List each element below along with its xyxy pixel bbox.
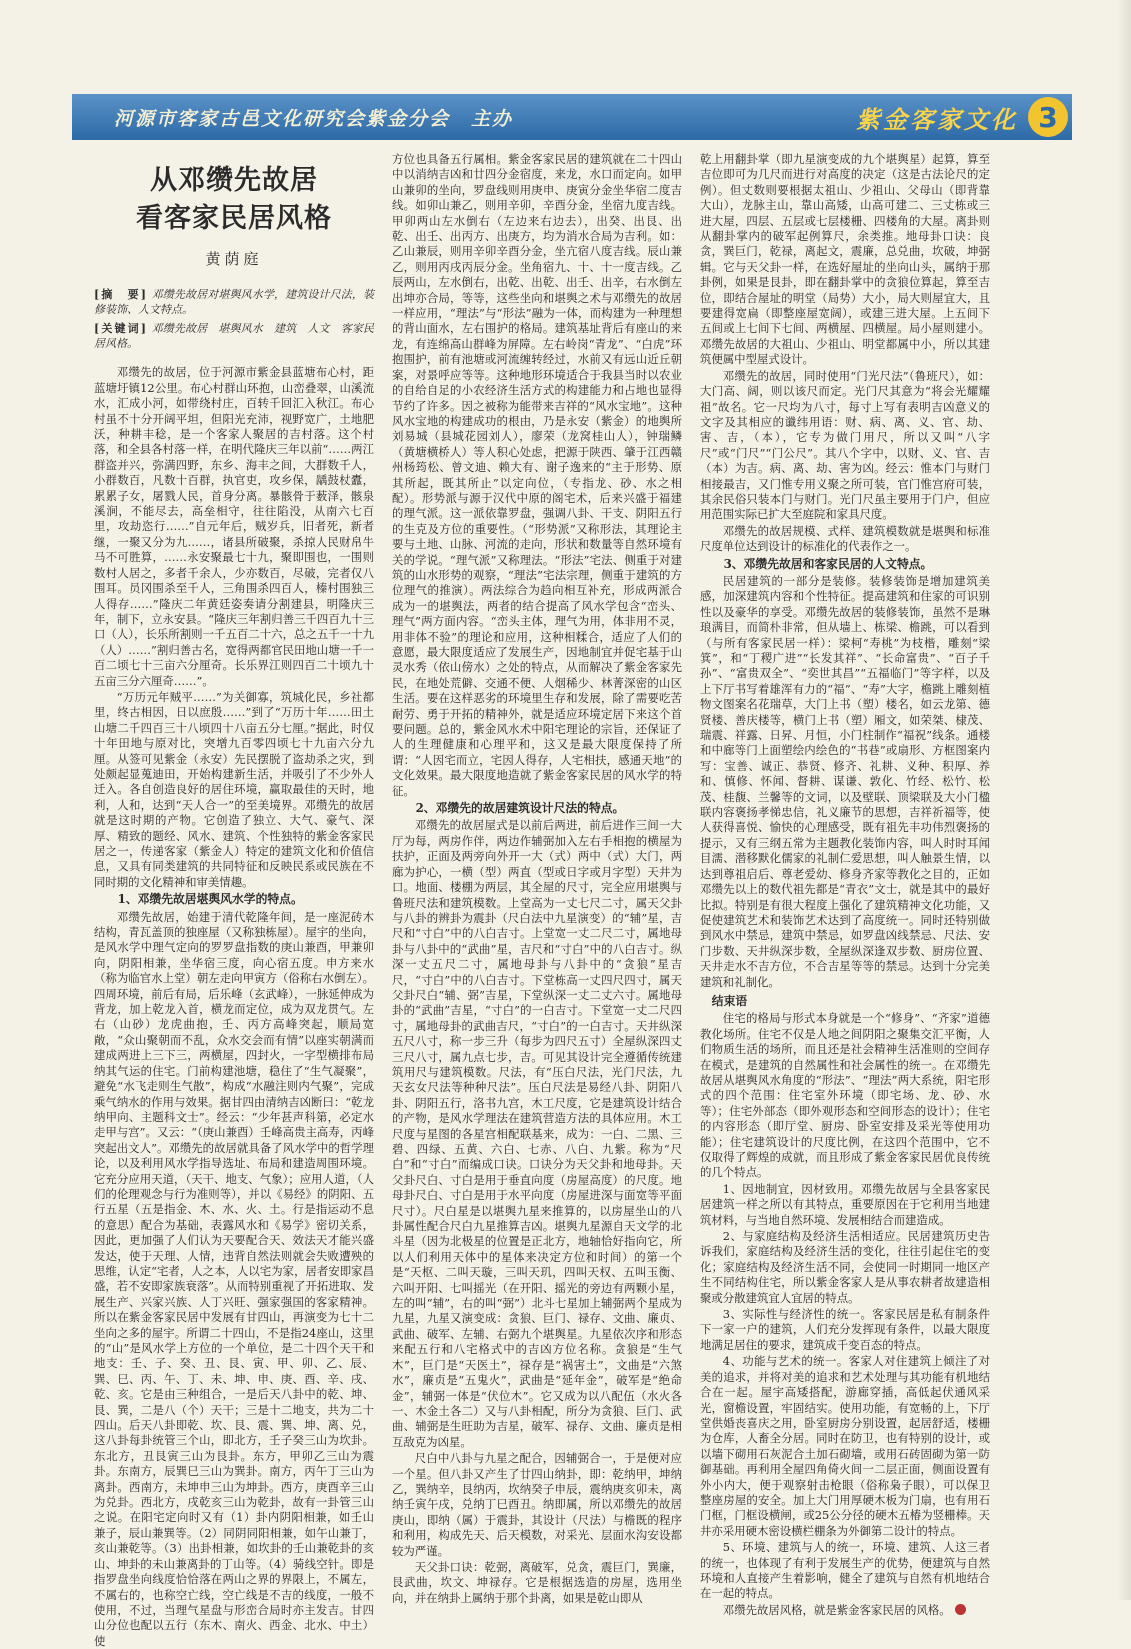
paragraph: “万历元年贼平……”为关御寡，筑城化民，乡社都里，终古相因，日以庶殷……”到了“万历十年……田土山塘二千四百三十八顷四十八亩五分七厘。”据此，时仅十年田地与原对比，突增九百零四顷七十九亩六分九厘。从签可见紫金（永安）先民摆脱了盗劫杀之灾，到处颇起显蒐迪田，开始构建新生活，并吸引了不少外人迁入。各自创造良好的居住环境，赢取最佳的天时，地利，人和，达到“天人合一”的至美境界。邓缵先的故居就是这时期的产物。它创造了独立、大气、豪气、深厚、精致的题经、风水、建筑、个性独特的紫金客家民居之一，传递客家（紫金人）特定的建筑文化和价值信息，又具有同类建筑的共同特征和反映民系或民族在不同时期的文化精神和审美情趣。	[94, 689, 374, 889]
keywords-text: 邓缵先故居 堪舆风水 建筑 人文 客家民居风格。	[94, 322, 374, 351]
masthead-banner	[72, 94, 1072, 140]
keywords	[94, 321, 374, 351]
conclusion-heading: 结束语	[711, 993, 748, 1008]
abstract-label: [摘 要]	[94, 288, 148, 302]
paragraph: 民居建筑的一部分是装修。装修装饰是增加建筑美感，加深建筑内容和个性特征。提高建筑和住家的可识别性以及豪华的享受。邓缵先故居的装修装饰，虽然不是琳琅满目，而简朴非常，但从墙上、栋梁、檐跳，可以看到（与所有客家民居一样）：梁柯“寿桃”为枝楷，雕刻“梁箕”，和“丁稷广进”“长发其祥”、“长命富贵”、“百子千孙”、“富贵双全”、“奕世其昌”“五福临门”等字样，以及上下厅书写着雄浑有力的“福”、“寿”大字，檐跳上雕刻植物文图案名花瑞草，大门上书（塑）楼名，如云龙第、德贤楼、善庆楼等，横门上书（塑）厢文，如荣桀、棣茂、瑞震、祥露、日昇、月恒，小门柱制作“福祝”线条。通楼和中廊等门上面塑绘内绘色的“书巷”或扇形、方框图案内写：宝善、诚正、恭贤、修齐、礼耕、义种、积厚、养和、慎修、怀闻、督耕、谋谦、敦化、竹经、松竹、松茂、桂馥、兰馨等的文词，以及壁联、顶梁联及大小门楹联内容褒扬孝悌忠信，礼义廉节的思想，吉祥祈福等，使人获得喜悦、愉快的心理感受，既有祖先丰功伟烈褒扬的提示，又有三纲五常为主题教化装饰内容，叫人时时耳闻目濡、潜移默化儒家的礼制仁爱思想，叫人触景生情，以达到尊祖启后、尊老爱幼、修身齐家等教化之目的，正如邓缵先以上的数代祖先都是“青衣”文士，就是其中的最好比拟。特别是有很大程度上强化了建筑精神文化功能，又促使建筑艺术和装饰艺术达到了高度统一。同时还特别做到风水中禁忌，建筑中禁忌，如罗盘凶线禁忌、尺法、安门步数、天井纵深步数，全屋纵深逢双步数、厨房位置、天井走水不吉方位，不合吉星等等的禁忌。达到十分完美建筑和礼制化。	[700, 573, 990, 989]
column-2	[392, 152, 682, 1605]
end-mark-icon	[955, 1604, 966, 1615]
title-line-2: 看客家民居风格	[136, 203, 332, 234]
title-line-1: 从邓缵先故居	[150, 165, 318, 196]
keywords-label: [关键词]	[94, 322, 148, 336]
abstract	[94, 287, 374, 317]
paragraph: 3、实际性与经济性的统一。客家民居是私有制条件下一家一户的建筑，人们充分发挥现有条件，以最大限度地满足居住的要求，建筑成千变百态的特点。	[700, 1307, 990, 1352]
closing-paragraph	[700, 1603, 990, 1618]
closing-text: 邓缵先故居风格，就是紫金客家民居的风格。	[722, 1602, 951, 1617]
section-heading-3: 3、邓缵先故居和客家民居的人文特点。	[723, 556, 933, 571]
paragraph: 邓缵先的故居规模、式样、建筑模数就是堪舆和标准尺度单位达到设计的标准化的代表作之一。	[700, 523, 990, 554]
paragraph: 4、功能与艺术的统一。客家人对住建筑上倾注了对美的追求，并将对美的追求和艺术处理与其功能有机地结合在一起。屋宇高矮搭配，游廊穿插，高低起伏通风采光，窗檐设置，牢固结实。使用功能，有宽畅的上，下厅堂供婚丧喜庆之用，卧室厨房分别设置，起居舒适，楼栅为仓库，人畜全分居。同时在防卫，也有特别的设计，或以墙下砌用石灰泥合土加石砌墙，或用石砖固砌为第一防御基础。再利用全屋四角倚火间一二层正面，侧面设置有外小内大，便于观察射击枪眼（俗称枭子眼），可以保卫整座房屋的安全。加上大门用厚硬木板为门扇，也有用石门框，门框设横闸，或25公分径的硬木五椿为竖栅棒。天井亦采用硬木密设横栏棚条为外御第二设计的特点。	[700, 1354, 990, 1538]
page-number-badge: 3	[1028, 97, 1068, 137]
organizer-line: 河源市客家古邑文化研究会紫金分会 主办	[114, 107, 514, 130]
paragraph: 5、环境、建筑与人的统一，环境、建筑、人这三者的统一，也体现了有利于发展生产的优势，便建筑与自然环境和人直接产生着影响，健全了建筑与自然有机地结合在一起的特点。	[700, 1540, 990, 1601]
paragraph: 尺白中八卦与九星之配合，因辅弼合一，于是便对应一个星。但八卦又产生了廿四山纳卦，即：乾纳甲，坤纳乙，巽纳辛，艮纳丙，坎纳癸子申辰，震纳庚亥卯未，离纳壬寅午戌，兑纳丁巳酉丑。纳即属，所以邓缵先的故居庚山，即纳（属）于震卦，其设计（尺法）与檐既的程序和利用，构成先天、后天模数，对采光、层面水沟安设都较为严谨。	[392, 1451, 682, 1558]
paragraph: 邓缵先的故居，同时使用“门光尺法”（鲁班尺），如：大门高、阔，则以该尺而定。光门尺其意为“将会光耀耀祖”故名。它一尺均为八寸，每寸上写有表明吉凶意义的文字及其相应的谶纬用语：财、病、离、义、官、劫、害、吉，（本），它专为做门用尺，所以又叫“八字尺”或“门尺”“门公尺”。其八个字中，以财、义、官、吉（本）为吉。病、离、劫、害为凶。经云：惟本门与财门相接最吉，又门惟专用义聚之所可装，官门惟宫府可装，其余民俗只装本门与财门。光门尺虽主要用于门户，但应用范围实际已扩大至庭院和家具尺度。	[700, 368, 990, 522]
column-1	[94, 152, 374, 1648]
column-3	[700, 152, 990, 1617]
section-heading-1: 1、邓缵先故居堪舆风水学的特点。	[117, 892, 303, 907]
paragraph: 天父卦口诀：乾弼，离破军，兑贪，震巨门，巽廉，艮武曲，坎文、坤禄存。它是根据选造的房屋，选用坐向，并在纳卦上属纳于那个卦离，如果是乾山即从	[392, 1559, 682, 1605]
paragraph: 住宅的格局与形式本身就是一个“修身”、“齐家”道德教化场所。住宅不仅是人地之间阴阳之聚集交汇平衡，人们物质生活的场所，而且还是社会精神生活准则的空间存在模式，是建筑的自然属性和社会属性的统一。在邓缵先故居从堪舆风水角度的“形法”、“理法”两大系统，阳宅形式的四个范围：住宅室外环境（即宅场、龙、砂、水等）；住宅外部态（即外观形态和空间形态的设计）；住宅的内容形态（即厅堂、厨房、卧室安排及采光等使用功能）；住宅建筑设计的尺度比例，在这四个范围中，它不仅取得了辉煌的成就，而且形成了紫金客家民居优良传统的几个特点。	[700, 1011, 990, 1180]
paragraph: 1、因地制宜，因材致用。邓缵先故居与全县客家民居建筑一样之所以有其特点，重要原因在于它利用当地建筑材料，与当地自然环境、发展相结合而建造成。	[700, 1181, 990, 1227]
article-title	[94, 162, 374, 238]
paragraph: 方位也具备五行属相。紫金客家民居的建筑就在二十四山中以消纳吉凶和廿四分金宿度，来龙，水口而定向。如甲山兼卯的坐向，罗盘线则用庚申、庚寅分金坐华宿二度吉线。如卯山兼乙，则用辛卯，辛酉分金，坐宿九度吉线。甲卯两山左水倒右（左边来右边去），出癸、出艮、出乾、出壬、出丙方、出庚方，均为消水合局为吉利。如：乙山兼辰，则用辛卯辛酉分金，坐亢宿八度吉线。辰山兼乙，则用丙戌丙辰分金。坐角宿九、十、十一度吉线。乙辰两山，左水倒右，出乾、出乾、出壬、出辛，右水倒左出坤亦合局，等等，这些坐向和堪舆之术与邓缵先的故居一样应用，“理法”与“形法”融为一体，而构建为一种理想的背山面水，左右围护的格局。建筑基址背后有座山的来龙，有连绵高山群峰为屏障。左右岭岗“青龙”、“白虎”环抱围护，前有池塘或河流缠转经过，水前又有远山近丘朝案，对景呼应等等。这种地形环境适合于我县当时以农业的自给自足的小农经济生活方式的构建能力和占地也显得节约了许多。因之被称为能带来吉祥的“风水宝地”。这种风水宝地的构建成功的根由，乃是永安（紫金）的地舆所刘易城（县城花园刘人），廖荣（龙窝桂山人），钟瑞鳞（黄塘横桥人）等人积心处虑，把源于陕西、肇于江西赣州杨筠松、曾文迪、赖大有、谢子逸来的“主于形势、原其所起，既其所止”以定向位，（专指龙、砂、水之相配）。形势派与源于汉代中原的阁宅术，后来兴盛于福建的理气派。这一派依靠罗盘，强调八卦、干支、阴阳五行的生克及方位的重要性。（“形势派”又称形法，其理论主要与土地、山脉、河流的走向，形状和数量等自然环境有关的学说。“理气派”又称理法。“形法”宅法、侧重于对建筑的山水形势的观察，“理法”宅法宗理，侧重于建筑的方位理气的推演）。两法综合为趋向相互补充，形成两派合成为一的堪舆法，两者的结合提高了风水学包含“峦头、理气”两方面内容。“峦头主体，理气为用，体非用不灵，用非体不验”的理论和应用，这种相糅合，适应了人们的意愿，最大限度适应了发展生产，因地制宜并促宅基于山灵水秀（依山傍水）之处的特点，从而解决了紫金客家先民，在地处荒僻、交通不便、人烟稀少、林菁深密的山区生活。要在这样恶劣的环境里生存和发展，除了需要吃苦耐劳、勇于开拓的精神外，就是适应环境定居下来这个首要问题。总的，紫金风水术中阳宅理论的宗旨，还保证了人的生理健康和心理平和，这又是最大限度保持了所谓：“人因宅而立，宅因人得存，人宅相扶，感通天地”的文化效果。最大限度地造就了紫金客家民居的风水学的特征。	[392, 152, 682, 798]
paragraph: 邓缵先的故居屋式是以前后两进，前后进作三间一大厅为每，两房作伴，两边作辅弼加入左右手相抱的横屋为扶护，正面及两旁向外开一大（式）两中（式）大门，两廊为护心，一横（型）两直（型或日字或月字型）天井为口。地面、楼棚为两层，其全屋的尺寸，完全应用堪舆与鲁班尺法和建筑模数。上堂高为一丈七尺二寸，属天父卦与八卦的辨卦为震卦（尺白法中九星演变）的“辅”星，吉尺和“寸白”中的八白吉寸。上堂宽一丈二尺二寸，属地母卦与八卦中的“武曲”星，吉尺和“寸白”中的八白吉寸。纵深一丈五尺二寸，属地母卦与八卦中的“贪狼”星吉尺，“寸白”中的八白吉寸。下堂栋高一丈四尺四寸，属天父卦尺白“辅、弼”吉星，下堂纵深一丈二丈六寸。属地母卦的“武曲”吉星，“寸白”的一白吉寸。下堂宽一丈二尺四寸，属地母卦的武曲吉尺，“寸白”的一白吉寸。天井纵深五尺八寸，称一步三升（每步为四尺五寸）全屋纵深四丈三尺八寸，属九点七步，吉。可见其设计完全遵循传统建筑用尺与建筑模数。尺法，有“压白尺法，光门尺法，九天玄女尺法等种种尺法”。压白尺法是易经八卦、阴阳八卦、阴阳五行，洛书九宫，木工尺度，它是建筑设计结合的产物，是风水学理法在建筑营造方法的具体应用。木工尺度与星图的各星宫相配联基来，成为：一白、二黑、三碧、四绿、五黄、六白、七赤、八白、九紫。称为“尺白”和“寸白”而编成口诀。口诀分为天父卦和地母卦。天父卦尺白、寸白是用于垂直向度（房屋高度）的尺度。地母卦尺白、寸白是用于水平向度（房屋进深与面宽等平面尺寸）。尺白星是以堪舆九星来推算的，以房屋坐山的八卦属性配合尺白九星推算吉凶。堪舆九星源自天文学的北斗星（因为北极星的位置是正北方，地轴恰好指向它，所以人们利用天体中的星体来决定方位和时间）的第一个是“天枢、二叫天璇，三叫天玑，四叫天权、五叫玉衡、六叫开阳、七叫摇光（在开阳、摇光的旁边有两颗小星，左的叫“辅”，右的叫“弼”）北斗七星加上辅弼两个星成为九星，九星又演变成：贪狼、巨门、禄存、文曲、廉贞、武曲、破军、左辅、右弼九个堪舆星。九星依次序和形态来配五行和八宅格式中的吉凶方位名称。贪狼是“生气木”，巨门是“天医土”，禄存是“祸害土”，文曲是“六煞水”，廉贞是“五鬼火”，武曲是“延年金”，破军是“绝命金”，辅弼一体是“伏位木”。它又成为以八配伍（水火各一、木金土各二）又与八卦相配，所分为贪狼、巨门、武曲、辅弼是生旺助为吉星，破军、禄存、文曲、廉贞是相互敌克为凶星。	[392, 818, 682, 1449]
abstract-text: 邓缵先故居对堪舆风水学，建筑设计尺法，装修装饰、人文特点。	[94, 288, 374, 317]
paragraph: 邓缵先故居，始建于清代乾隆年间，是一座泥砖木结构，青瓦盖顶的独座屋（又称独栋屋）。屋宇的坐向，是风水学中理气定向的罗罗盘指数的庚山兼酉，甲兼卯向，阴阳相兼，坐华宿三度，向心宿五度。申方来水（称为临官水上堂）朝左走向甲寅方（俗称右水倒左）。四周环境，前后有局，后乐峰（玄武峰），一脉延伸成为背龙，加上乾龙入首，横龙而定位，成为双龙贯气。左右（山砂）龙虎曲抱，壬、丙方高峰突起，顺局宽敞，“众山聚朝而不乱，众水交会而有情”以座实朝满而建成两进上三下三，两横屋，四封火，一字型横排布局纳其气运的住宅。门前构建池塘，稳住了“生气凝聚”，避免“水飞走则生气散”，构成“水融注则内气聚”，完成乘气纳水的作用与效果。据甘四由清纳吉凶断曰：“乾龙纳甲向、主题科文士”。经云：“少年甚声科第，必定水走甲与宫”。又云：“（庚山兼酉）壬峰高贵主高寿，丙峰突起出文人”。邓缵先的故居就具备了风水学中的哲学理论，以及利用风水学指导选址、布局和建造周围环境。它充分应用天道，（天干、地支、气象）；应用人道，（人们的伦理观念与行为准则等），并以《易经》的阴阳、五行五星（五是指金、木、水、火、土。行是指运动不息的意思）配合为基础，表露风水和《易学》密切关系，因此，更加强了人们认为天要配合天、效法天才能兴盛发达，使于天理、人情，违背自然法则就会失败遭殃的思维，认定“宅者，人之本，人以宅为家，居者安即家昌盛，若不安即家族衰落”。从而特别重视了开拓进取、发展生产、兴家兴族、人丁兴旺、强家强国的客家精神。所以在紫金客家民居中发展有甘四山，再演变为七十二坐向之多的屋宇。所谓二十四山，不是指24座山，这里的“山”是风水学上方位的一个单位，是二十四个天干和地支：壬、子、癸、丑、艮、寅、甲、卯、乙、辰、巽、巳、丙、午、丁、未、坤、申、庚、酉、辛、戌、乾、亥。它是由三种组合，一是后天八卦中的乾、坤、艮、巽，二是八（个）天干；三是十二地支，共为二十四山。后天八卦即乾、坎、艮、震、巽、坤、离、兑，这八卦每卦统管三个山，即北方，壬子癸三山为坎卦。东北方，丑艮寅三山为艮卦。东方，甲卯乙三山为震卦。东南方，辰巽巳三山为巽卦。南方，丙午丁三山为离卦。西南方，未坤申三山为坤卦。西方，庚酉辛三山为兑卦。西北方，戌乾亥三山为乾卦，故有一卦管三山之说。在阳宅定向时又有（1）卦内阴阳相兼，如壬山兼子，辰山兼巽等。（2）同阴同阳相兼，如午山兼丁，亥山兼乾等。（3）出卦相兼，如坎卦的壬山兼乾卦的亥山、坤卦的未山兼离卦的丁山等。（4）骑线空针。即是指罗盘坐向线度恰恰落在两山之界的界限上，不属左，不属右的，也称空亡线，空亡线是不吉的线度，一般不使用，不过，当理气星盘与形峦合局时亦主发吉。甘四山分位也配以五行（东木、南火、西金、北水、中土）使	[94, 909, 374, 1648]
paragraph: 2、与家庭结构及经济生活相适应。民居建筑历史告诉我们，家庭结构及经济生活的变化，往往引起住宅的变化；家庭结构及经济生活不同，会使同一时期同一地区产生不同结构住宅，所以紫金客家人是从事农耕者故建造相聚或分散建筑宜人宜居的特点。	[700, 1229, 990, 1305]
paragraph: 邓缵先的故居，位于河源市紫金县蓝塘布心村，距蓝塘圩镇12公里。布心村群山环抱，山峦叠翠，山溪流水，汇成小河，如带绕村庄，百转千回汇入秋江。布心村虽不十分开阔平坦，但阳光充沛，视野宽广，土地肥沃，种耕丰稔，是一个客家人聚居的吉村落。这个村落，和全县各村落一样，在明代隆庆三年以前“……两江群盗并兴，弥满四野，东乡、海丰之间，大群数千人，小群数百，凡数十百群，执官吏，攻乡保，龋鼓杖蠹，累累子女，屠戮人民，首身分离。暴骸骨于薮泽，骸泉溪涧，不能尽去，高垒相守，往往陷没，从南六七百里，攻劫恣行……”自元年后，贼岁兵，旧者死，新者继，一聚又分为九……，诸县所破聚，杀掠人民财帛牛马不可胜算，……永安聚最七十九，聚即围也，一围则数村人居之，多者千余人，少亦数百，尽破，完者仅八围耳。员冈围杀至千人，三角围杀四百人，榛村围独三人得存……”隆庆二年黄廷姿奏请分割建县，明隆庆三年，制下，立永安县。“隆庆三年割归善三千四百九十三口（人），长乐所割则一千五百二十六，总之五千一十九（人）……”割归善古名，宽得两都官民田地山塘一千一百二顷七十三亩六分厘奇。长乐界江则四百二十顷九十五亩三分六厘奇……”。	[94, 365, 374, 688]
paragraph: 乾上用翻卦掌（即九星演变成的九个堪舆星）起算，算至吉位即可为几尺而进行对高度的决定（这是古法论尺的定例）。但丈数则要根据太祖山、少祖山、父母山（即背靠大山），龙脉主山，靠山高矮，山高可建二、三丈栋或三进大屋，四层、五层或七层楼栅、四楼角的大屋。离卦则从翻卦掌内的破军起例算尺，余类推。地母卦口诀：良贪，巽巨门，乾禄，离起文，震廉，总兑曲，坎破，坤弼辑。它与天父卦一样，在选好屋址的坐向山头，属纳于那卦例，如果是艮卦，即在翻卦掌中的贪狼位算起，算至吉位，即结合屋址的明堂（局势）大小，局大则屋宜大，且要建得宽扁（即整座屋宽阔），或建三进大屋。上五间下五间或上七间下七间、两横屋、四横屋。局小屋则建小。邓缵先故居的大祖山、少祖山、明堂都属中小，所以其建筑便属中型屋式设计。	[700, 152, 990, 367]
author-name: 黄荫庭	[205, 250, 263, 268]
paper-name: 紫金客家文化	[856, 104, 1018, 134]
section-heading-2: 2、邓缵先的故居建筑设计尺法的特点。	[415, 801, 625, 816]
page-edge-shadow	[1117, 0, 1131, 1600]
